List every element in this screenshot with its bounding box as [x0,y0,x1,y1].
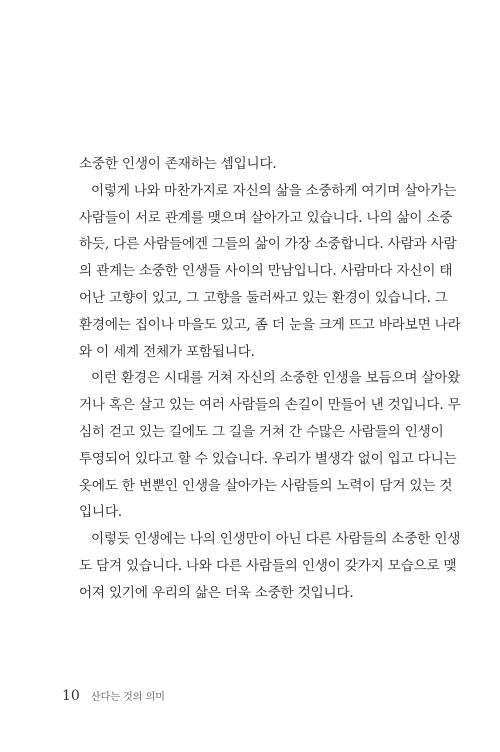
text-line: 심히 걷고 있는 길에도 그 길을 거쳐 간 수많은 사람들의 인생이 [79,423,444,440]
text-line: 이렇게 나와 마찬가지로 자신의 삶을 소중하게 여기며 살아가는 [91,182,457,199]
text-line: 투영되어 있다고 할 수 있습니다. 우리가 별생각 없이 입고 다니는 [79,450,457,467]
text-line: 옷에도 한 번뿐인 인생을 살아가는 사람들의 노력이 담겨 있는 것 [79,477,453,494]
text-line: 사람들이 서로 관계를 맺으며 살아가고 있습니다. 나의 삶이 소중 [79,209,453,226]
text-line: 이런 환경은 시대를 거쳐 자신의 소중한 인생을 보듬으며 살아왔 [91,370,461,387]
text-line: 환경에는 집이나 마을도 있고, 좀 더 눈을 크게 뜨고 바라보면 나라 [79,316,461,333]
page-footer [62,685,165,704]
text-line: 이렇듯 인생에는 나의 인생만이 아닌 다른 사람들의 소중한 인생 [91,531,461,548]
text-line: 소중한 인생이 존재하는 셈입니다. [79,156,277,172]
text-line: 하듯, 다른 사람들에겐 그들의 삶이 가장 소중합니다. 사람과 사람 [79,236,457,253]
text-line: 와 이 세계 전체가 포함됩니다. [79,343,255,360]
text-line: 어난 고향이 있고, 그 고향을 둘러싸고 있는 환경이 있습니다. 그 [79,289,448,306]
page-number: 10 [62,688,80,704]
body-text [79,151,461,607]
running-head: 산다는 것의 의미 [90,692,165,703]
text-line: 거나 혹은 살고 있는 여러 사람들의 손길이 만들어 낸 것입니다. 무 [79,397,461,414]
text-line: 도 담겨 있습니다. 나와 다른 사람들의 인생이 갖가지 모습으로 맺 [79,557,457,574]
text-line: 입니다. [79,504,122,521]
text-line: 의 관계는 소중한 인생들 사이의 만남입니다. 사람마다 자신이 태 [79,263,453,280]
text-line: 어져 있기에 우리의 삶은 더욱 소중한 것입니다. [79,584,354,601]
